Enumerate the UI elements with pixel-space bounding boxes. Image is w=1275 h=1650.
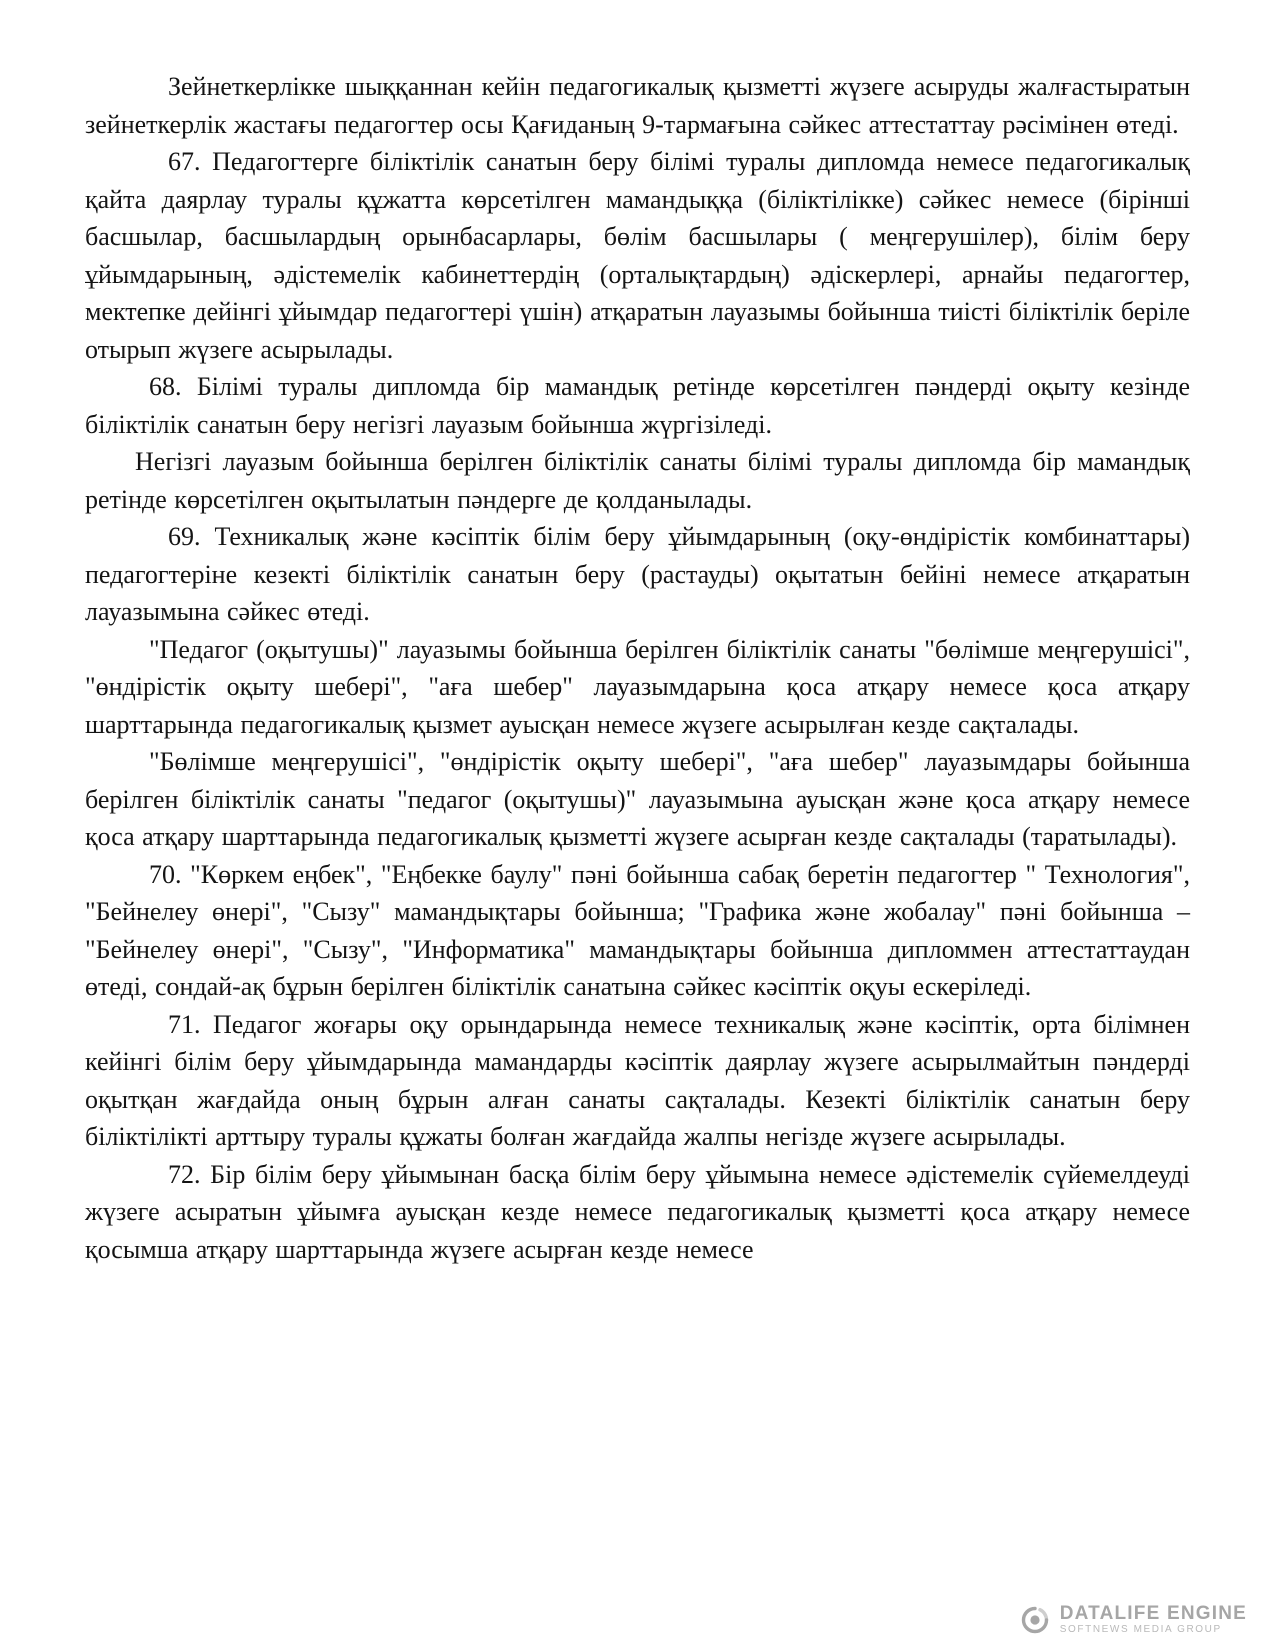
watermark-title: DATALIFE ENGINE: [1059, 1603, 1247, 1624]
dle-eye-icon: [1019, 1604, 1051, 1636]
watermark-text: [1060, 1604, 1247, 1636]
paragraph-item-72: 72. Бір білім беру ұйымынан басқа білім беру ұйымына немесе әдістемелік сүйемелдеуді жүзеге асыратын ұйымға ауысқан кезде немесе педагогикалық қызметті қоса атқару немесе қосымша атқару шарттарында жүзеге асырған кезде немесе: [85, 1159, 1190, 1264]
datalife-engine-watermark: [1019, 1604, 1247, 1636]
paragraph-item-69: 69. Техникалық және кәсіптік білім беру ұйымдарының (оқу-өндірістік комбинаттары) педагогтеріне кезекті біліктілік санатын беру (растауды) оқытатын бейіні немесе атқаратын лауазымына сәйкес өтеді.: [85, 522, 1190, 626]
paragraph-item-67: 67. Педагогтерге біліктілік санатын беру білімі туралы дипломда немесе педагогикалық қайта даярлау туралы құжатта көрсетілген мамандыққа (біліктілікке) сәйкес немесе (бірінші басшылар, басшылардың орынбасарлары, бөлім басшылары ( меңгерушілер), білім беру ұйымдарының, әдістемелік кабинеттердің (орталықтардың) әдіскерлері, арнайы педагогтер, мектепке дейінгі ұйымдар педагогтері үшін) атқаратын лауазымы бойынша тиісті біліктілік беріле отырып жүзеге асырылады.: [85, 147, 1190, 364]
watermark-subtitle: SOFTNEWS MEDIA GROUP: [1059, 1624, 1222, 1635]
paragraph-item-70: 70. "Көркем еңбек", "Еңбекке баулу" пәні бойынша сабақ беретін педагогтер " Технология", "Бейнелеу өнері", "Сызу" мамандықтары бойынша; "Графика және жобалау" пәні бойынша – "Бейнелеу өнері", "Сызу", "Информатика" мамандықтары бойынша дипломмен аттестаттаудан өтеді, сондай-ақ бұрын берілген біліктілік санатына сәйкес кәсіптік оқуы ескеріледі.: [85, 859, 1190, 1001]
paragraph-item-68: 68. Білімі туралы дипломда бір мамандық ретінде көрсетілген пәндерді оқыту кезінде біліктілік санатын беру негізгі лауазым бойынша жүргізіледі.: [85, 372, 1190, 439]
paragraph-pension-clause: Зейнеткерлікке шыққаннан кейін педагогикалық қызметті жүзеге асыруды жалғастыратын зейнеткерлік жастағы педагогтер осы Қағиданың 9-тармағына сәйкес аттестаттау рәсімінен өтеді.: [85, 72, 1190, 139]
document-body: [85, 68, 1190, 1268]
paragraph-item-69-cont-2: "Бөлімше меңгерушісі", "өндірістік оқыту шебері", "аға шебер" лауазымдары бойынша берілген біліктілік санаты "педагог (оқытушы)" лауазымына ауысқан және қоса атқару немесе қоса атқару шарттарында педагогикалық қызметті жүзеге асырған кезде сақталады (таратылады).: [85, 747, 1190, 851]
paragraph-item-71: 71. Педагог жоғары оқу орындарында немесе техникалық және кәсіптік, орта білімнен кейінгі білім беру ұйымдарында мамандарды кәсіптік даярлау жүзеге асырылмайтын пәндерді оқытқан жағдайда оның бұрын алған санаты сақталады. Кезекті біліктілік санатын беру біліктілікті арттыру туралы құжаты болған жағдайда жалпы негізде жүзеге асырылады.: [85, 1009, 1190, 1151]
paragraph-item-69-cont-1: "Педагог (оқытушы)" лауазымы бойынша берілген біліктілік санаты "бөлімше меңгерушісі", "өндірістік оқыту шебері", "аға шебер" лауазымдарына қоса атқару немесе қоса атқару шарттарында педагогикалық қызмет ауысқан немесе жүзеге асырылған кезде сақталады.: [85, 634, 1190, 739]
paragraph-item-68-cont: Негізгі лауазым бойынша берілген біліктілік санаты білімі туралы дипломда бір мамандық ретінде көрсетілген оқытылатын пәндерге де қолданылады.: [85, 447, 1190, 514]
